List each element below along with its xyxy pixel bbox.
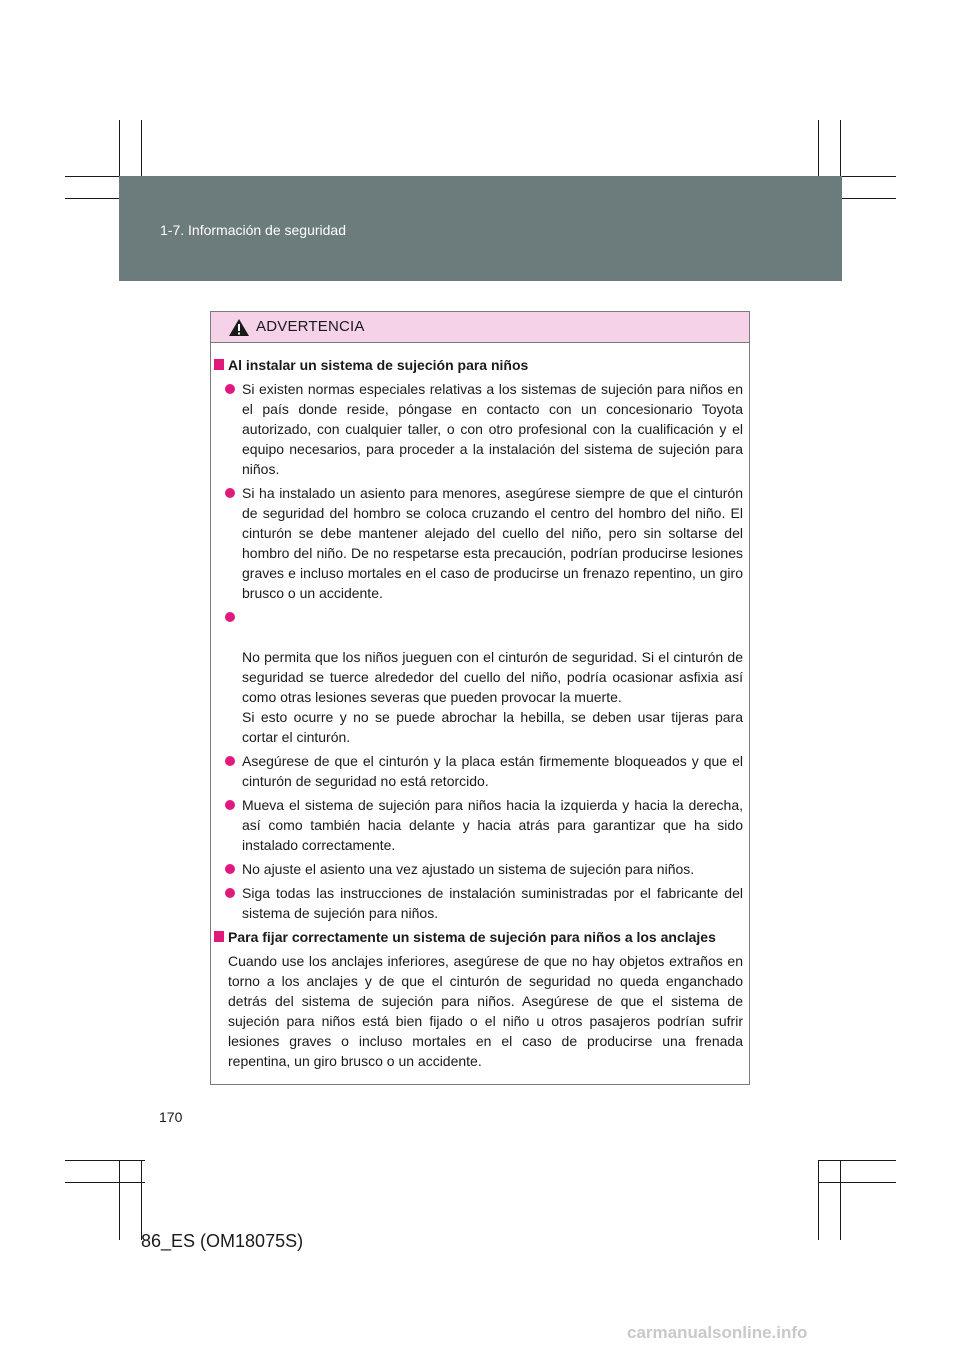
circle-bullet-icon (225, 888, 235, 898)
list-item (211, 751, 743, 791)
list-item (211, 483, 743, 603)
warning-box (210, 311, 750, 1085)
crop-mark (65, 1160, 145, 1161)
list-item-text: Siga todas las instrucciones de instalación suministradas por el fabricante del sistema de sujeción para niños. (242, 885, 743, 921)
crop-mark (840, 1160, 841, 1240)
bullet-list (211, 379, 743, 923)
list-item-text: Mueva el sistema de sujeción para niños hacia la izquierda y hacia la derecha, así como también hacia delante y hacia atrás para garantizar que ha sido instalado correctamente. (242, 797, 743, 853)
circle-bullet-icon (225, 756, 235, 766)
crop-mark (818, 1182, 896, 1183)
circle-bullet-icon (225, 864, 235, 874)
warning-body (211, 343, 749, 1075)
circle-bullet-icon (225, 800, 235, 810)
list-item-text: Si ha instalado un asiento para menores, asegúrese siempre de que el cinturón de seguridad del hombro se coloca cruzando el centro del hombro del niño. El cinturón se debe mantener alejado del cuello del niño, pero sin soltarse del hombro del niño. De no respetarse esta precaución, podrían producirse lesiones graves e incluso mortales en el caso de producirse un frenazo repentino, un giro brusco o un accidente. (242, 485, 743, 601)
list-item-text: Si existen normas especiales relativas a los sistemas de sujeción para niños en el país donde reside, póngase en contacto con un concesionario Toyota autorizado, con cualquier taller, o con otro profesional con la cualificación y el equipo necesarios, para proceder a la instalación del sistema de sujeción para niños. (242, 381, 743, 477)
watermark: carmanualsonline.info (627, 1323, 808, 1342)
circle-bullet-icon (225, 488, 235, 498)
circle-bullet-icon (225, 384, 235, 394)
list-item (211, 795, 743, 855)
section-title: 1-7. Información de seguridad (160, 222, 346, 238)
crop-mark (818, 1160, 896, 1161)
document-code: 86_ES (OM18075S) (141, 1231, 304, 1251)
list-item (211, 859, 743, 879)
header-band (119, 176, 842, 281)
list-item (211, 379, 743, 479)
list-item-text: Asegúrese de que el cinturón y la placa están firmemente bloqueados y que el cinturón de seguridad no está retorcido. (242, 753, 743, 789)
list-item-text: No ajuste el asiento una vez ajustado un sistema de sujeción para niños. (242, 861, 695, 877)
paragraph: Cuando use los anclajes inferiores, asegúrese de que no hay objetos extraños en torno a los anclajes y de que el cinturón de seguridad no queda enganchado detrás del sistema de sujeción para niños. Asegúrese de que el sistema de sujeción para niños está bien fijado o el niño u otros pasajeros podrían sufrir lesiones graves o incluso mortales en el caso de producirse una frenada repentina, un giro brusco o un accidente. (228, 953, 743, 1069)
list-item (211, 607, 743, 747)
crop-mark (119, 1160, 120, 1240)
list-item-text: No permita que los niños jueguen con el cinturón de seguridad. Si el cinturón de seguridad se tuerce alrededor del cuello del niño, podría ocasionar asfixia así como otras lesiones severas que pueden provocar la muerte. Si esto ocurre y no se puede abrochar la hebilla, se deben usar tijeras para cortar el cinturón. (242, 649, 743, 745)
page-number: 170 (159, 1109, 183, 1125)
crop-mark (141, 1160, 142, 1240)
crop-mark (65, 1182, 145, 1183)
crop-mark (818, 1160, 819, 1240)
warning-header (211, 312, 749, 343)
subheading (211, 355, 743, 375)
circle-bullet-icon (225, 612, 235, 622)
subheading-text: Al instalar un sistema de sujeción para niños (228, 357, 529, 373)
list-item (211, 883, 743, 923)
square-bullet-icon (214, 359, 224, 370)
warning-title: ADVERTENCIA (256, 318, 365, 335)
subheading (211, 927, 743, 947)
square-bullet-icon (214, 931, 224, 942)
warning-triangle-icon (228, 318, 250, 337)
subheading-text: Para fijar correctamente un sistema de sujeción para niños a los anclajes (228, 929, 716, 945)
